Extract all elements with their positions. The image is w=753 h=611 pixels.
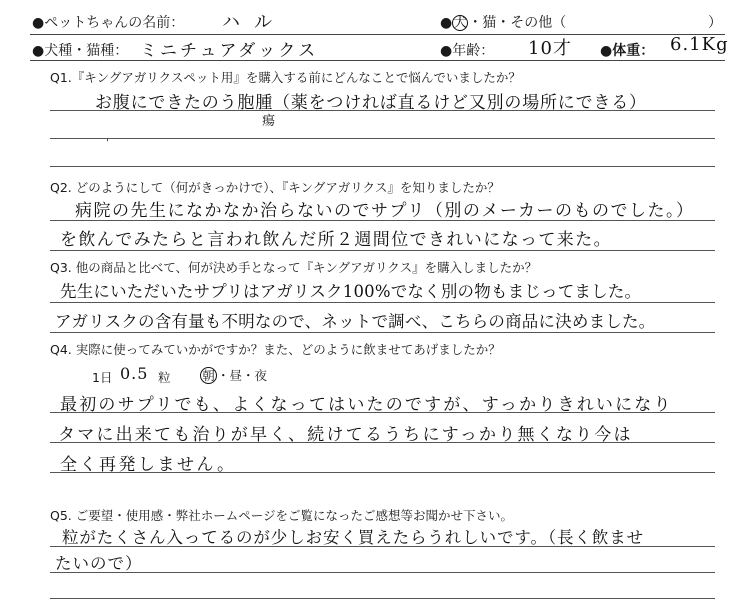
weight-value: 6.1Kg [670,34,729,55]
question-4-answer-line-1: 最初のサプリでも、よくなってはいたのですが、すっかりきれいになり [60,395,673,415]
question-2-answer-line-2: を飲んでみたらと言われ飲んだ所２週間位できれいになって来た。 [60,230,612,250]
dose-unit: 粒 [158,370,171,385]
q2-rule-1 [50,220,715,221]
breed-value: ミニチュアダックス [140,41,319,61]
time-others: ・昼・夜 [217,368,268,383]
question-3-answer-line-1: 先生にいただいたサプリはアガリスク100%でなく別の物もまじってました。 [60,282,642,301]
question-5-text: Q5. ご要望・使用感・弊社ホームページをご覧になったご感想等お聞かせ下さい。 [50,508,513,523]
q2-rule-2 [50,250,715,251]
age-label: ●年齢： [440,43,495,59]
question-4-text: Q4. 実際に使ってみていかがですか？また、どのように飲ませてあげましたか？ [50,342,501,357]
question-1-correction: 瘍 [262,114,276,129]
breed-label: ●犬種・猫種： [32,43,129,59]
question-1-stray-mark: ' [106,138,109,149]
q3-rule-1 [50,302,715,303]
question-2-answer-line-1: 病院の先生になかなか治らないのでサプリ（別のメーカーのものでした。） [75,201,695,221]
question-3-answer-line-2: アガリスクの含有量も不明なので、ネットで調べ、こちらの商品に決めました。 [55,312,656,331]
species-close: ） [708,15,722,31]
pet-name-value: ハル [222,12,286,33]
dose-value: 0.5 [120,364,149,383]
q1-rule-3 [50,166,715,167]
dose-time-options [200,366,267,384]
header-divider-1 [30,34,725,35]
q4-rule-1 [50,412,715,413]
question-3-text: Q3. 他の商品と比べて、何が決め手となって『キングアガリクス』を購入しましたか？ [50,260,538,275]
question-4-answer-line-2: タマに出来ても治りが早く、続けてるうちにすっかり無くなり今は [58,425,633,445]
species-others: ・猫・その他（ [468,15,567,31]
question-2-text: Q2. どのようにして（何がきっかけで）、『キングアガリクス』を知りましたか？ [50,180,500,195]
q1-rule-2 [50,138,715,139]
species-options: ●犬・猫・その他（ [440,15,567,31]
age-value: 10才 [528,38,572,59]
pet-name-label: ●ペットちゃんの名前： [32,15,185,31]
q1-rule-1 [50,110,715,111]
question-4-answer-line-3: 全く再発しません。 [60,455,237,475]
q5-rule-3 [50,598,715,599]
q4-rule-3 [50,472,715,473]
time-morning-selected: 朝 [200,367,217,384]
header-divider-2 [30,60,725,61]
q4-rule-2 [50,442,715,443]
q3-rule-2 [50,332,715,333]
question-1-text: Q1.『キングアガリクスペット用』を購入する前にどんなことで悩んでいましたか？ [50,70,521,85]
question-5-answer-line-2: たいので） [55,554,143,573]
dose-prefix: 1日 [92,370,113,385]
question-5-answer-line-1: 粒がたくさん入ってるのが少しお安く買えたらうれしいです。（長く飲ませ [62,528,645,547]
q5-rule-1 [50,546,715,547]
species-dog-selected: 犬 [453,15,468,31]
q5-rule-2 [50,572,715,573]
weight-label: ●体重： [600,43,655,59]
question-1-answer-line-1: お腹にできたのう胞腫（薬をつければ直るけど又別の場所にできる） [95,93,647,113]
